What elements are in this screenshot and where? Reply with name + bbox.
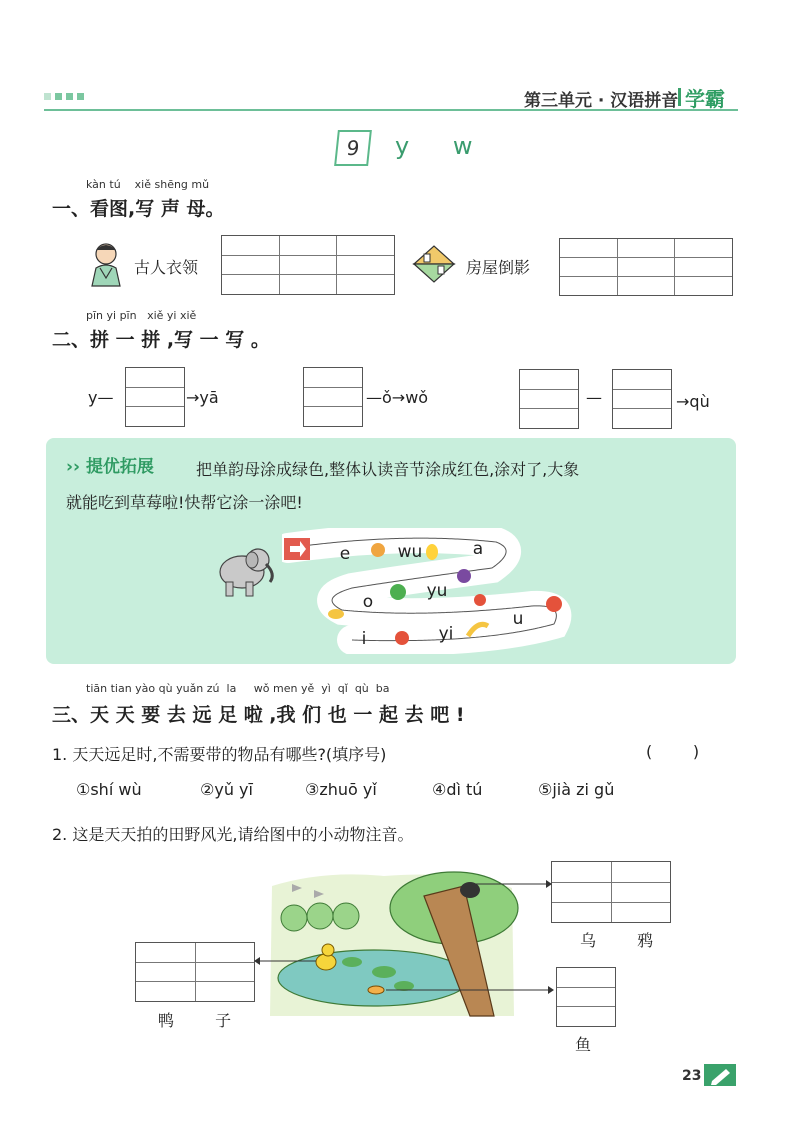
pointer-arrow [254,955,318,967]
exercise-suffix: —ǒ→wǒ [366,388,429,407]
option: ④dì tú [432,780,483,799]
writing-grid[interactable] [612,369,672,429]
path-cell[interactable]: o [362,592,374,612]
ancient-person-icon [86,240,126,288]
writing-grid[interactable] [221,235,395,295]
writing-grid[interactable] [303,367,363,427]
page-number: 23 [682,1068,702,1084]
item-label: 古人衣领 [134,258,199,277]
writing-grid[interactable] [125,367,185,427]
option: ③zhuō yǐ [305,780,377,799]
lesson-number: 9 [334,130,372,166]
path-cell[interactable]: yu [426,581,448,601]
writing-grid[interactable] [519,369,579,429]
path-cell[interactable]: a [472,539,484,559]
option: ⑤jià zi gǔ [538,780,615,799]
path-cell[interactable]: wu [397,542,423,562]
writing-grid[interactable] [135,942,255,1002]
section2-pinyin: pīn yi pīn xiě yi xiě [86,309,197,322]
exercise-result: →qù [676,392,710,411]
fish-label: 鱼 [575,1035,610,1054]
unit-title: 第三单元 · 汉语拼音 [524,91,679,111]
exercise-dash: — [586,388,602,407]
option: ②yǔ yī [200,780,253,799]
path-cell[interactable]: e [339,544,351,564]
chevron-right-icon: ›› [66,457,86,477]
pencil-icon [704,1064,736,1086]
crow-label: 乌 鸦 [580,931,672,950]
header-decoration [44,93,84,100]
brand-logo: 学霸 [685,87,725,111]
answer-blank[interactable]: ( ) [646,742,700,761]
pointer-arrow [474,878,554,890]
writing-grid[interactable] [559,238,733,296]
section3-pinyin: tiān tian yào qù yuǎn zú la wǒ men yě yì qǐ qù ba [86,682,390,695]
path-cell[interactable]: u [512,609,524,629]
section2-heading: 二、拼 一 拼 ,写 一 写 。 [52,329,270,351]
pointer-arrow [384,984,556,996]
question-2: 2. 这是天天拍的田野风光,请给图中的小动物注音。 [52,825,414,844]
question-1: 1. 天天远足时,不需要带的物品有哪些?(填序号) [52,745,387,764]
path-cell[interactable]: i [361,629,367,649]
exercise-prefix: y— [88,388,114,407]
option: ①shí wù [76,780,142,799]
section1-heading: 一、看图,写 声 母。 [52,198,225,220]
header-divider [678,88,681,106]
exercise-result: →yā [186,388,219,407]
extension-instruction: 把单韵母涂成绿色,整体认读音节涂成红色,涂对了,大象 [196,460,580,479]
section1-pinyin: kàn tú xiě shēng mǔ [86,178,210,191]
writing-grid[interactable] [556,967,616,1027]
elephant-icon [206,538,278,600]
lesson-letters: y w [395,132,491,160]
extension-title: ›› 提优拓展 [66,457,154,477]
item-label: 房屋倒影 [466,258,531,277]
house-reflection-icon [410,242,458,286]
extension-instruction: 就能吃到草莓啦!快帮它涂一涂吧! [66,493,303,512]
section3-heading: 三、天 天 要 去 远 足 啦 ,我 们 也 一 起 去 吧 ! [52,704,465,726]
path-cell[interactable]: yi [438,624,454,644]
duck-label: 鸭 子 [158,1011,250,1030]
writing-grid[interactable] [551,861,671,923]
